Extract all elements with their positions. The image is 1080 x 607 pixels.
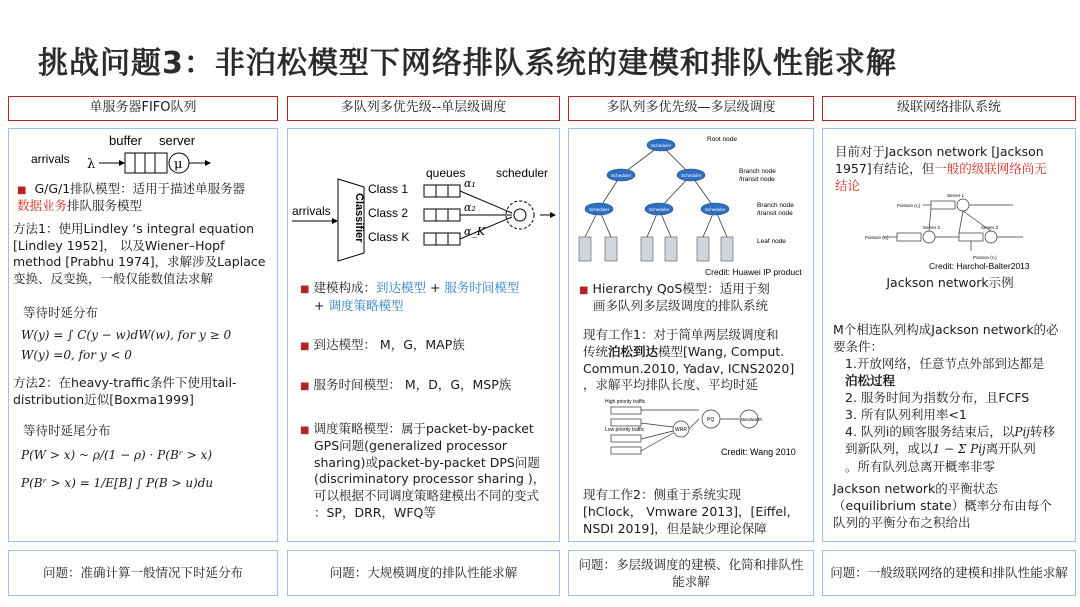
arrival-models: ■ 到达模型： M，G，MAP族 xyxy=(300,337,465,352)
fig-bandwidth-label: Bandwidth xyxy=(741,417,763,422)
footer-single-server: 问题：准确计算一般情况下时延分布 xyxy=(8,550,278,596)
fig-lambda: λ xyxy=(87,157,96,172)
fig-mu: μ xyxy=(174,157,183,172)
classifier-scheduler-figure xyxy=(290,165,558,263)
jackson-conditions: M个相连队列构成Jackson network的必 要条件： 1.开放网络，任意节点外部到达都是 泊松过程 2. 服务时间为指数分布，且FCFS 3. 所有队列利用率<1 4. 队列i的顾客服务结束后，以Pij转移 到新队列，或以1 − Σ Pij离开队列 。所有队列总离开概率非零 xyxy=(833,322,1059,474)
fig-poisson1-label: Poisson (r₁) xyxy=(897,203,921,208)
fig-pq-label: PQ xyxy=(707,417,715,423)
equation-tail-2: P(Bʳ > x) = 1/E[B] ∫ P(B > u)du xyxy=(21,476,214,490)
jackson-intro: 目前对于Jackson network [Jackson 1957]有结论，但一般的级联网络尚无 结论 xyxy=(835,144,1047,193)
scheduling-models: ■ 调度策略模型：属于packet-by-packet GPS问题(generalized processor sharing)或packet-by-packet DPS问题 (discriminatory processor sharing )， 可以根据不同调度策略建模出不同的变式 ：SP，DRR，WFQ等 xyxy=(300,421,546,520)
fig-credit-harchol: Credit: Harchol-Balter2013 xyxy=(929,261,1030,271)
tail-dist-title: 等待时延尾分布 xyxy=(23,423,111,438)
fig-classifier-label: Classifier xyxy=(353,193,365,243)
fig-scheduler-node: Scheduler xyxy=(681,173,702,178)
fig-classk-label: Class K xyxy=(368,230,410,244)
panel-single-server xyxy=(8,128,278,542)
method1-text: 方法1：使用Lindley ‘s integral equation [Lindley 1952]， 以及Wiener–Hopf method [Prabhu 1974]，求解涉及Laplace 变换、反变换，一般仅能数值法求解 xyxy=(13,221,266,286)
slide-title: 挑战问题3：非泊松模型下网络排队系统的建模和排队性能求解 xyxy=(38,46,897,81)
panel-single-level xyxy=(287,128,560,542)
footer-cascade-network: 问题：一般级联网络的建模和排队性能求解 xyxy=(822,550,1076,596)
fig-server2-label: Server 2 xyxy=(923,225,941,230)
wait-dist-title: 等待时延分布 xyxy=(23,305,99,320)
existing-work-2: 现有工作2：侧重于系统实现 [hClock， Vmware 2013]，[Eiffel, NSDI 2019]，但是缺少理论保障 xyxy=(583,487,791,536)
fig-credit-huawei: Credit: Huawei IP product xyxy=(705,267,802,277)
fig-queues-label: queues xyxy=(426,166,466,180)
fig-root-label: Root node xyxy=(707,136,737,143)
fig-scheduler-node: Scheduler xyxy=(611,173,632,178)
hqos-tree-figure xyxy=(571,131,813,279)
fig-server3-label: Server 3 xyxy=(981,225,999,230)
modeling-components: ■ 建模构成：到达模型 + 服务时间模型 + 调度策略模型 xyxy=(300,280,520,313)
fig-class1-label: Class 1 xyxy=(368,182,409,196)
fig-leaf-label: Leaf node xyxy=(757,238,786,245)
jackson-equilibrium: Jackson network的平衡状态 （equilibrium state）概率分布由每个 队列的平衡分布之积给出 xyxy=(833,481,1052,530)
existing-work-1: 现有工作1：对于简单两层级调度和 传统泊松到达模型[Wang, Comput. Commun.2010, Yadav, ICNS2020] ，求解平均排队长度、平均时延 xyxy=(583,327,795,393)
header-multi-level: 多队列多优先级—多层级调度 xyxy=(568,96,814,121)
bullet-icon: ■ xyxy=(579,285,589,296)
fig-transit1-label: /transit node xyxy=(739,176,775,183)
footer-single-level: 问题：大规模调度的排队性能求解 xyxy=(287,550,560,596)
fig-class2-label: Class 2 xyxy=(368,206,409,220)
fig-scheduler-node: Scheduler xyxy=(649,207,670,212)
bullet-icon: ■ xyxy=(300,381,310,392)
fig-branch2-label: Branch node xyxy=(757,202,794,209)
fig-branch1-label: Branch node xyxy=(739,168,776,175)
header-single-level: 多队列多优先级--单层级调度 xyxy=(287,96,560,121)
bullet-icon: ■ xyxy=(300,284,310,295)
fig-server1-label: Server 1 xyxy=(947,193,965,198)
g1-model-text: ■ G/G/1排队模型：适用于描述单服务器 数据业务排队服务模型 xyxy=(17,181,246,213)
fig-credit-wang: Credit: Wang 2010 xyxy=(721,447,796,457)
panel-cascade-network xyxy=(822,128,1076,542)
fig-arrivals-label: arrivals xyxy=(292,204,331,218)
header-single-server: 单服务器FIFO队列 xyxy=(8,96,278,121)
bullet-icon: ■ xyxy=(17,185,27,196)
fig-high-priority: High priority traffic xyxy=(605,399,646,405)
fig-poisson3-label: Poisson (r₃) xyxy=(973,255,997,260)
method2-text: 方法2：在heavy-traffic条件下使用tail- distribution近似[Boxma1999] xyxy=(13,375,237,407)
fig-buffer-label: buffer xyxy=(109,133,143,148)
panel-multi-level xyxy=(568,128,814,542)
fig-scheduler-node: Scheduler xyxy=(589,207,610,212)
fig-low-priority: Low priority traffic xyxy=(605,427,645,433)
header-cascade-network: 级联网络排队系统 xyxy=(822,96,1076,121)
fig-scheduler-node: Scheduler xyxy=(651,143,672,148)
equation-wait-2: W(y) =0, for y < 0 xyxy=(21,348,132,362)
fig-alpha1: α₁ xyxy=(464,177,476,190)
fig-alpha2: α₂ xyxy=(464,201,476,214)
fig-server-label: server xyxy=(159,133,196,148)
fig-poisson2-label: Poisson (r₂) xyxy=(865,235,889,240)
fig-wrr-label: WRR xyxy=(675,427,687,433)
fig-scheduler-node: Scheduler xyxy=(705,207,726,212)
jackson-network-figure xyxy=(863,189,1043,271)
service-models: ■ 服务时间模型： M，D，G，MSP族 xyxy=(300,377,512,392)
bullet-icon: ■ xyxy=(300,341,310,352)
hqos-text: ■ Hierarchy QoS模型：适用于刻 画多队列多层级调度的排队系统 xyxy=(579,281,770,313)
fig-transit2-label: /transit node xyxy=(757,210,793,217)
bullet-icon: ■ xyxy=(300,425,310,436)
fig-arrivals-label: arrivals xyxy=(31,152,70,166)
jackson-example-caption: Jackson network示例 xyxy=(886,275,1014,290)
fig-scheduler-label: scheduler xyxy=(496,166,549,180)
equation-wait-1: W(y) = ∫ C(y − w)dW(w), for y ≥ 0 xyxy=(21,328,232,342)
fifo-queue-figure xyxy=(29,131,229,179)
highlight-data-traffic: 数据业务 xyxy=(17,197,68,213)
footer-multi-level: 问题：多层级调度的建模、化简和排队性能求解 xyxy=(568,550,814,596)
wrr-pq-figure xyxy=(603,395,803,465)
equation-tail-1: P(W > x) ~ ρ/(1 − ρ) · P(Bʳ > x) xyxy=(21,448,213,462)
fig-alphak: α_K xyxy=(464,225,486,238)
